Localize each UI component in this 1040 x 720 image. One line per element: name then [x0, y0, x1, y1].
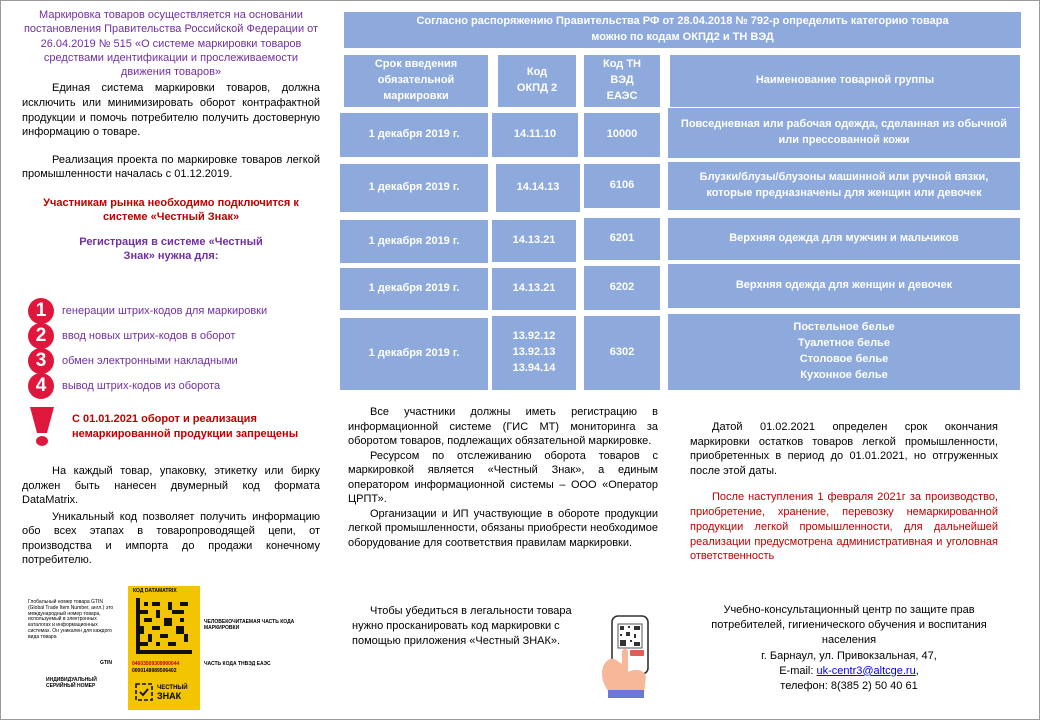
step-label: генерации штрих-кодов для маркировки: [62, 304, 268, 317]
datamatrix-text: [22, 464, 320, 568]
verify-text: Чтобы убедиться в легальности товара нужно просканировать код маркировки с помощью приложения «Честный ЗНАК».: [352, 605, 572, 647]
okpd-code: 13.92.13: [512, 346, 556, 359]
step-label: вывод штрих-кодов из оборота: [62, 379, 221, 392]
step-1: [28, 299, 267, 323]
row-3-date: 1 декабря 2019 г.: [340, 220, 488, 263]
okpd-code: 13.94.14: [512, 361, 556, 374]
paragraph-project-start: Реализация проекта по маркировке товаров легкой промышленности началась с 01.12.2019.: [22, 153, 320, 181]
paragraph-unique-code: Уникальный код позволяет получить информацию обо всех этапах в товаропроводящей цепи, от производства и импорта до продажи конечному потребителю.: [22, 510, 320, 567]
row-5-okpd: [492, 316, 576, 390]
contacts-block: [696, 603, 1002, 694]
row-3-name: Верхняя одежда для мужчин и мальчиков: [668, 218, 1020, 260]
paragraph-deadline: Датой 01.02.2021 определен срок окончания маркировки остатков товаров легкой промышленности, приобретенных в период до 01.01.2021, но отгруженных после этой даты.: [690, 421, 998, 477]
paragraph-liability: После наступления 1 февраля 2021г за производство, приобретение, хранение, перевозку немаркированной продукции легкой промышленности, для дальнейшей реализации предусмотрена административная и уголовная ответственность: [690, 491, 998, 563]
brand-line-2: ЗНАК: [157, 691, 182, 701]
step-label: обмен электронными накладными: [62, 354, 238, 367]
row-2-name: Блузки/блузы/блузоны машинной или ручной вязки, которые предназначены для женщин или девочек: [668, 162, 1020, 210]
org-email-line: [696, 664, 1002, 679]
row-2-okpd: 14.14.13: [496, 164, 580, 212]
paragraph-system-purpose: Единая система маркировки товаров, должна исключить или минимизировать оборот контрафактной продукции и помочь потребителю получить достоверную информацию о товаре.: [22, 82, 320, 139]
left-column: [22, 8, 320, 264]
label-card: [128, 586, 200, 710]
number-3-icon: 3: [28, 348, 54, 374]
header-name: Наименование товарной группы: [670, 55, 1020, 107]
number-2-icon: 2: [28, 323, 54, 349]
header-date: Срок введения обязательной маркировки: [344, 55, 488, 107]
row-4-date: 1 декабря 2019 г.: [340, 268, 488, 310]
serial-number-label: ИНДИВИДУАЛЬНЫЙ СЕРИЙНЫЙ НОМЕР: [46, 677, 97, 689]
human-readable-part-label: ЧЕЛОВЕКОЧИТАЕМАЯ ЧАСТЬ КОДА МАРКИРОВКИ: [204, 619, 295, 631]
email-label: E-mail:: [779, 664, 814, 677]
step-2: [28, 324, 235, 348]
brand-line-1: ЧЕСТНЫЙ: [157, 685, 188, 691]
number-1-icon: 1: [28, 298, 54, 324]
paragraph-operator: Ресурсом по отслеживанию оборота товаров с маркировкой является «Честный Знак», а единым оператором информационной системы – ООО «Оператор ЦРПТ».: [348, 449, 658, 506]
datamatrix-code-icon: [136, 598, 192, 654]
paragraph-registration: Все участники должны иметь регистрацию в информационной системе (ГИС МТ) мониторинга за оборотом товаров, подлежащих обязательной маркировке.: [348, 406, 658, 448]
okpd-code: 13.92.12: [512, 330, 556, 343]
datamatrix-label-illustration: [22, 586, 322, 714]
row-3-tnved: 6201: [584, 218, 660, 260]
middle-column: [348, 405, 658, 550]
honest-sign-logo-icon: [135, 683, 153, 701]
ban-notice: С 01.01.2021 оборот и реализация немаркированной продукции запрещены: [72, 413, 299, 440]
row-1-tnved: 10000: [584, 113, 660, 157]
email-suffix: ,: [915, 664, 919, 677]
step-4: [28, 374, 220, 398]
group-name: Постельное белье: [793, 321, 895, 334]
row-4-okpd: 14.13.21: [492, 268, 576, 310]
tnved-part-label: ЧАСТЬ КОДА ТНВЭД ЕАЭС: [204, 661, 271, 667]
row-4-tnved: 6202: [584, 266, 660, 310]
group-name: Столовое белье: [799, 353, 889, 365]
registration-heading: Регистрация в системе «Честный Знак» нужна для:: [79, 235, 263, 263]
gtin-description: Глобальный номер товара GTIN (Global Trade Item Number, англ.) это международный номер товара, используемый в электронных каталогах и информационных системах. Он уникален для каждого вида товара: [28, 599, 114, 640]
header-okpd: Код ОКПД 2: [498, 55, 576, 107]
header-tnved: Код ТН ВЭД ЕАЭС: [584, 55, 660, 107]
step-label: ввод новых штрих-кодов в оборот: [62, 329, 236, 342]
org-address: г. Барнаул, ул. Привокзальная, 47,: [761, 649, 937, 662]
org-name: Учебно-консультационный центр по защите прав потребителей, гигиенического обучения и воспитания населения: [711, 604, 987, 647]
row-2-tnved: 6106: [584, 164, 660, 208]
table-banner: Согласно распоряжению Правительства РФ от 28.04.2018 № 792-р определить категорию товара можно по кодам ОКПД2 и ТН ВЭД: [344, 12, 1021, 48]
connect-heading: Участникам рынка необходимо подключится к системе «Честный Знак»: [43, 196, 299, 224]
row-1-name: Повседневная или рабочая одежда, сделанная из обычной или прессованной кожи: [668, 108, 1020, 158]
gtin-label: GTIN: [100, 660, 112, 666]
group-name: Туалетное белье: [798, 337, 890, 350]
paragraph-datamatrix: На каждый товар, упаковку, этикетку или бирку должен быть нанесен двумерный код формата DataMatrix.: [22, 465, 320, 507]
row-4-name: Верхняя одежда для женщин и девочек: [668, 264, 1020, 308]
org-phone: телефон: 8(385 2) 50 40 61: [780, 679, 918, 692]
row-5-name: [668, 314, 1020, 390]
row-5-date: 1 декабря 2019 г.: [340, 318, 488, 390]
label-card-title: КОД DATAMATRIX: [133, 588, 177, 594]
paragraph-equipment: Организации и ИП участвующие в обороте продукции легкой промышленности, обязаны приобрести необходимое оборудование для соответствия правилам маркировки.: [348, 507, 658, 549]
exclamation-icon: [28, 405, 56, 447]
intro-text: Маркировка товаров осуществляется на основании постановления Правительства Российской Федерации от 26.04.2019 № 515 «О системе маркировки товаров средствами идентификации и прослеживаемости движения товаров»: [23, 9, 319, 79]
phone-scan-icon: [600, 612, 662, 698]
step-3: [28, 349, 238, 373]
email-link[interactable]: uk-centr3@altcge.ru: [816, 664, 916, 677]
code-line-2: 0000148989506402: [132, 668, 177, 674]
group-name: Кухонное белье: [800, 368, 888, 381]
code-line-1: 04603509309900044: [132, 661, 180, 667]
row-1-okpd: 14.11.10: [492, 113, 578, 157]
right-column: [690, 420, 998, 564]
number-4-icon: 4: [28, 373, 54, 399]
row-5-tnved: 6302: [584, 316, 660, 390]
row-1-date: 1 декабря 2019 г.: [340, 113, 488, 157]
row-2-date: 1 декабря 2019 г.: [340, 164, 488, 212]
row-3-okpd: 14.13.21: [492, 220, 576, 262]
